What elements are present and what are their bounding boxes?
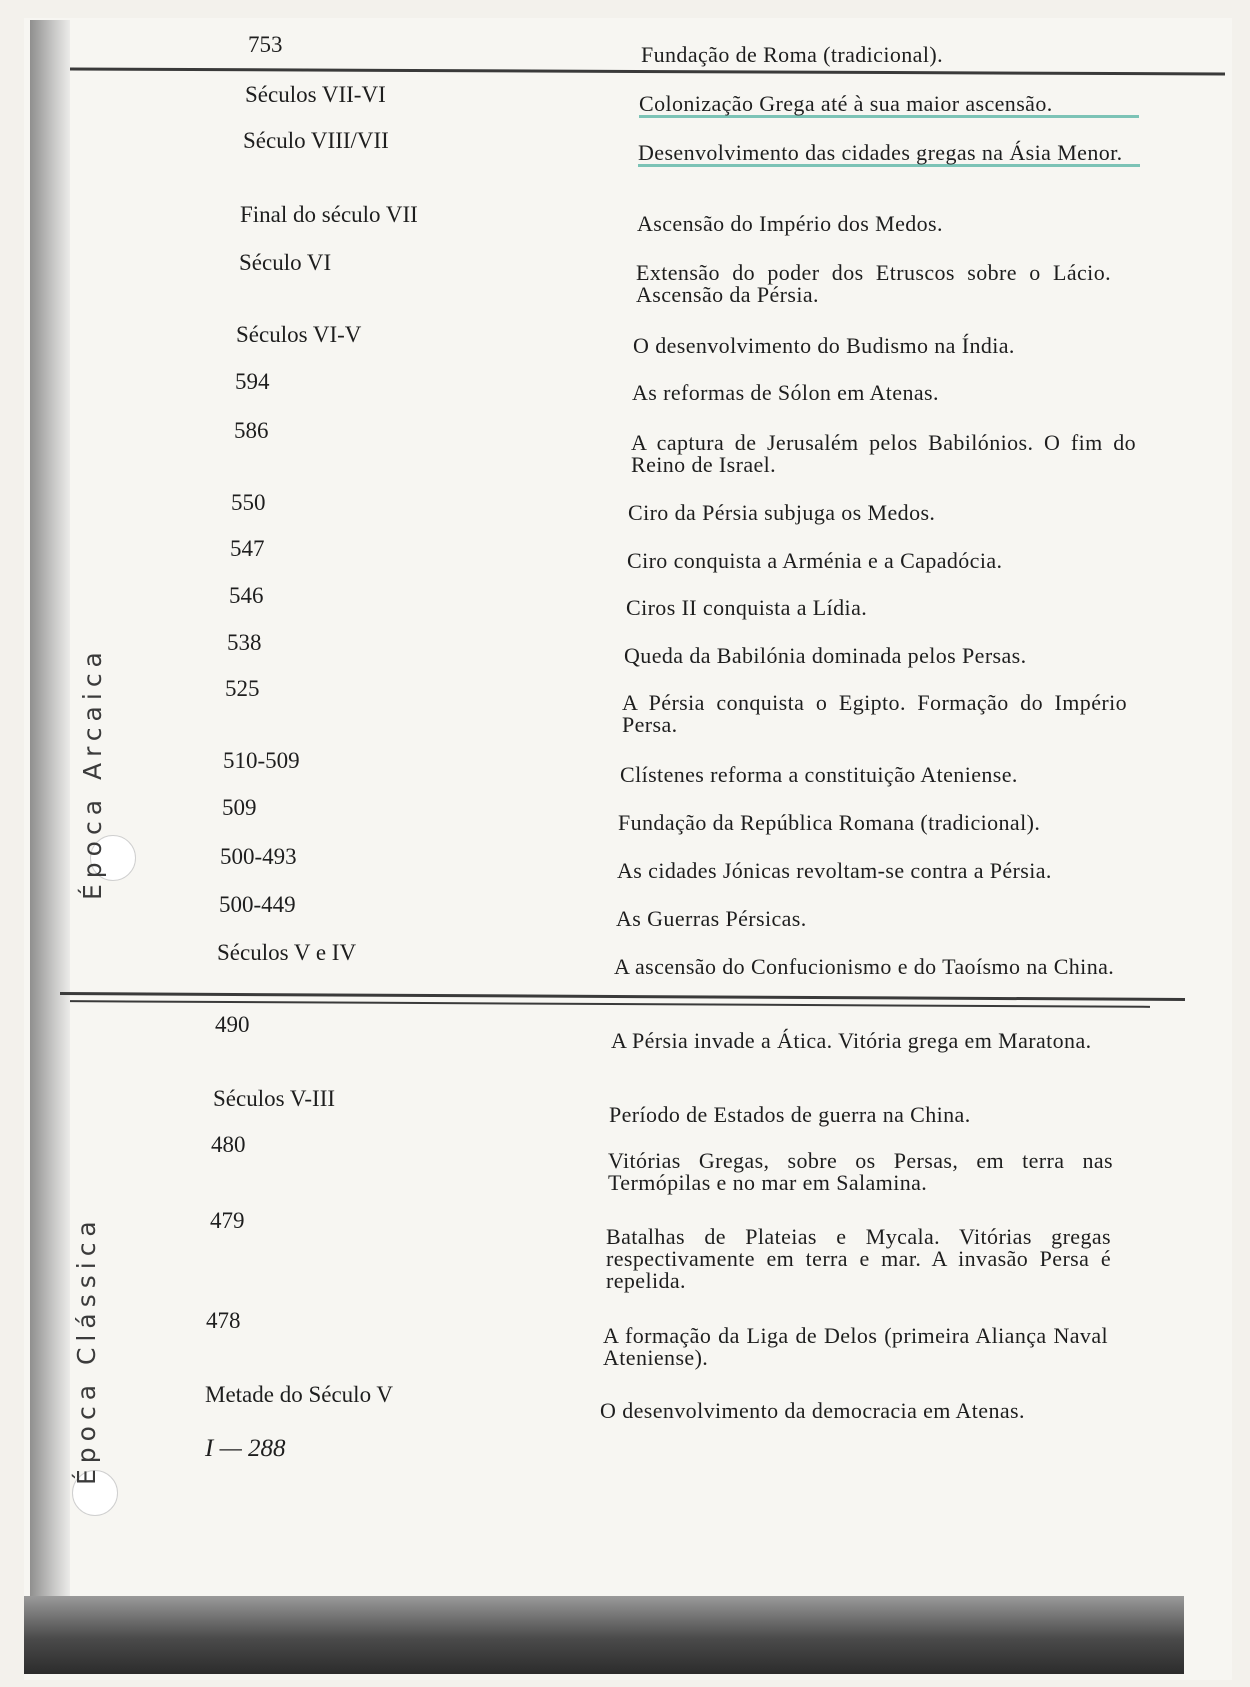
event-entry-highlighted: Desenvolvimento das cidades gregas na Ásia Menor.: [638, 142, 1140, 167]
margin-note-archaic: Época Arcaica: [78, 646, 107, 900]
event-entry: Batalhas de Plateias e Mycala. Vitórias gregas respectivamente em terra e mar. A invasão Persa é repelida.: [606, 1224, 1111, 1293]
event-entry: A Pérsia invade a Ática. Vitória grega em Maratona.: [611, 1028, 1092, 1053]
event-entry: O desenvolvimento do Budismo na Índia.: [633, 333, 1015, 358]
event-entry: Ciro da Pérsia subjuga os Medos.: [628, 500, 936, 525]
date-entry: Final do século VII: [240, 202, 418, 227]
date-entry: 550: [231, 490, 266, 515]
date-entry: Séculos V e IV: [217, 940, 357, 965]
date-entry: 478: [206, 1308, 241, 1333]
event-entry: Vitórias Gregas, sobre os Persas, em terra nas Termópilas e no mar em Salamina.: [608, 1148, 1113, 1195]
date-entry: Século VIII/VII: [243, 128, 389, 153]
date-entry: 525: [225, 676, 260, 701]
date-entry: 753: [248, 32, 283, 57]
scan-shadow-left: [30, 20, 70, 1620]
date-entry: 509: [222, 795, 257, 820]
date-entry: 490: [215, 1012, 250, 1037]
date-entry: 510-509: [223, 748, 300, 773]
event-entry: Queda da Babilónia dominada pelos Persas.: [624, 643, 1027, 668]
event-entry: Ciro conquista a Arménia e a Capadócia.: [627, 548, 1003, 573]
event-entry: A Pérsia conquista o Egipto. Formação do Império Persa.: [622, 690, 1127, 737]
date-entry: 479: [210, 1208, 245, 1233]
event-entry: Período de Estados de guerra na China.: [609, 1102, 971, 1127]
margin-note-classical: Época Clássica: [72, 1215, 101, 1485]
date-entry: 480: [211, 1132, 246, 1157]
event-entry: As reformas de Sólon em Atenas.: [632, 380, 939, 405]
event-entry: Ciros II conquista a Lídia.: [626, 595, 868, 620]
date-entry: Século VI: [239, 250, 332, 275]
date-entry: 594: [235, 369, 270, 394]
date-entry: 586: [234, 418, 269, 443]
date-entry: 547: [230, 536, 265, 561]
date-entry: 538: [227, 630, 262, 655]
event-entry: As Guerras Pérsicas.: [616, 906, 807, 931]
date-entry: 500-449: [219, 892, 296, 917]
event-entry: A captura de Jerusalém pelos Babilónios. O fim do Reino de Israel.: [631, 430, 1136, 477]
event-entry: Clístenes reforma a constituição Ateniense.: [620, 762, 1018, 787]
date-entry: 546: [229, 583, 264, 608]
event-entry: Fundação de Roma (tradicional).: [641, 42, 943, 67]
date-entry: 500-493: [220, 844, 297, 869]
date-entry: Metade do Século V: [205, 1382, 394, 1407]
date-entry: Séculos VII-VI: [245, 82, 386, 107]
event-entry: Ascensão do Império dos Medos.: [637, 211, 943, 236]
event-entry: Fundação da República Romana (tradicional).: [618, 810, 1041, 835]
scan-shadow-bottom: [24, 1596, 1184, 1674]
event-entry: A formação da Liga de Delos (primeira Aliança Naval Ateniense).: [603, 1323, 1108, 1370]
date-entry: Séculos V-III: [213, 1086, 336, 1111]
event-entry: Extensão do poder dos Etruscos sobre o Lácio. Ascensão da Pérsia.: [636, 260, 1111, 307]
date-entry: Séculos VI-V: [236, 322, 362, 347]
event-entry: As cidades Jónicas revoltam-se contra a Pérsia.: [617, 858, 1052, 883]
event-entry-highlighted: Colonização Grega até à sua maior ascensão.: [639, 93, 1139, 118]
event-entry: A ascensão do Confucionismo e do Taoísmo na China.: [614, 954, 1115, 979]
event-entry: O desenvolvimento da democracia em Atenas.: [600, 1398, 1025, 1423]
page-number: I — 288: [205, 1435, 286, 1462]
